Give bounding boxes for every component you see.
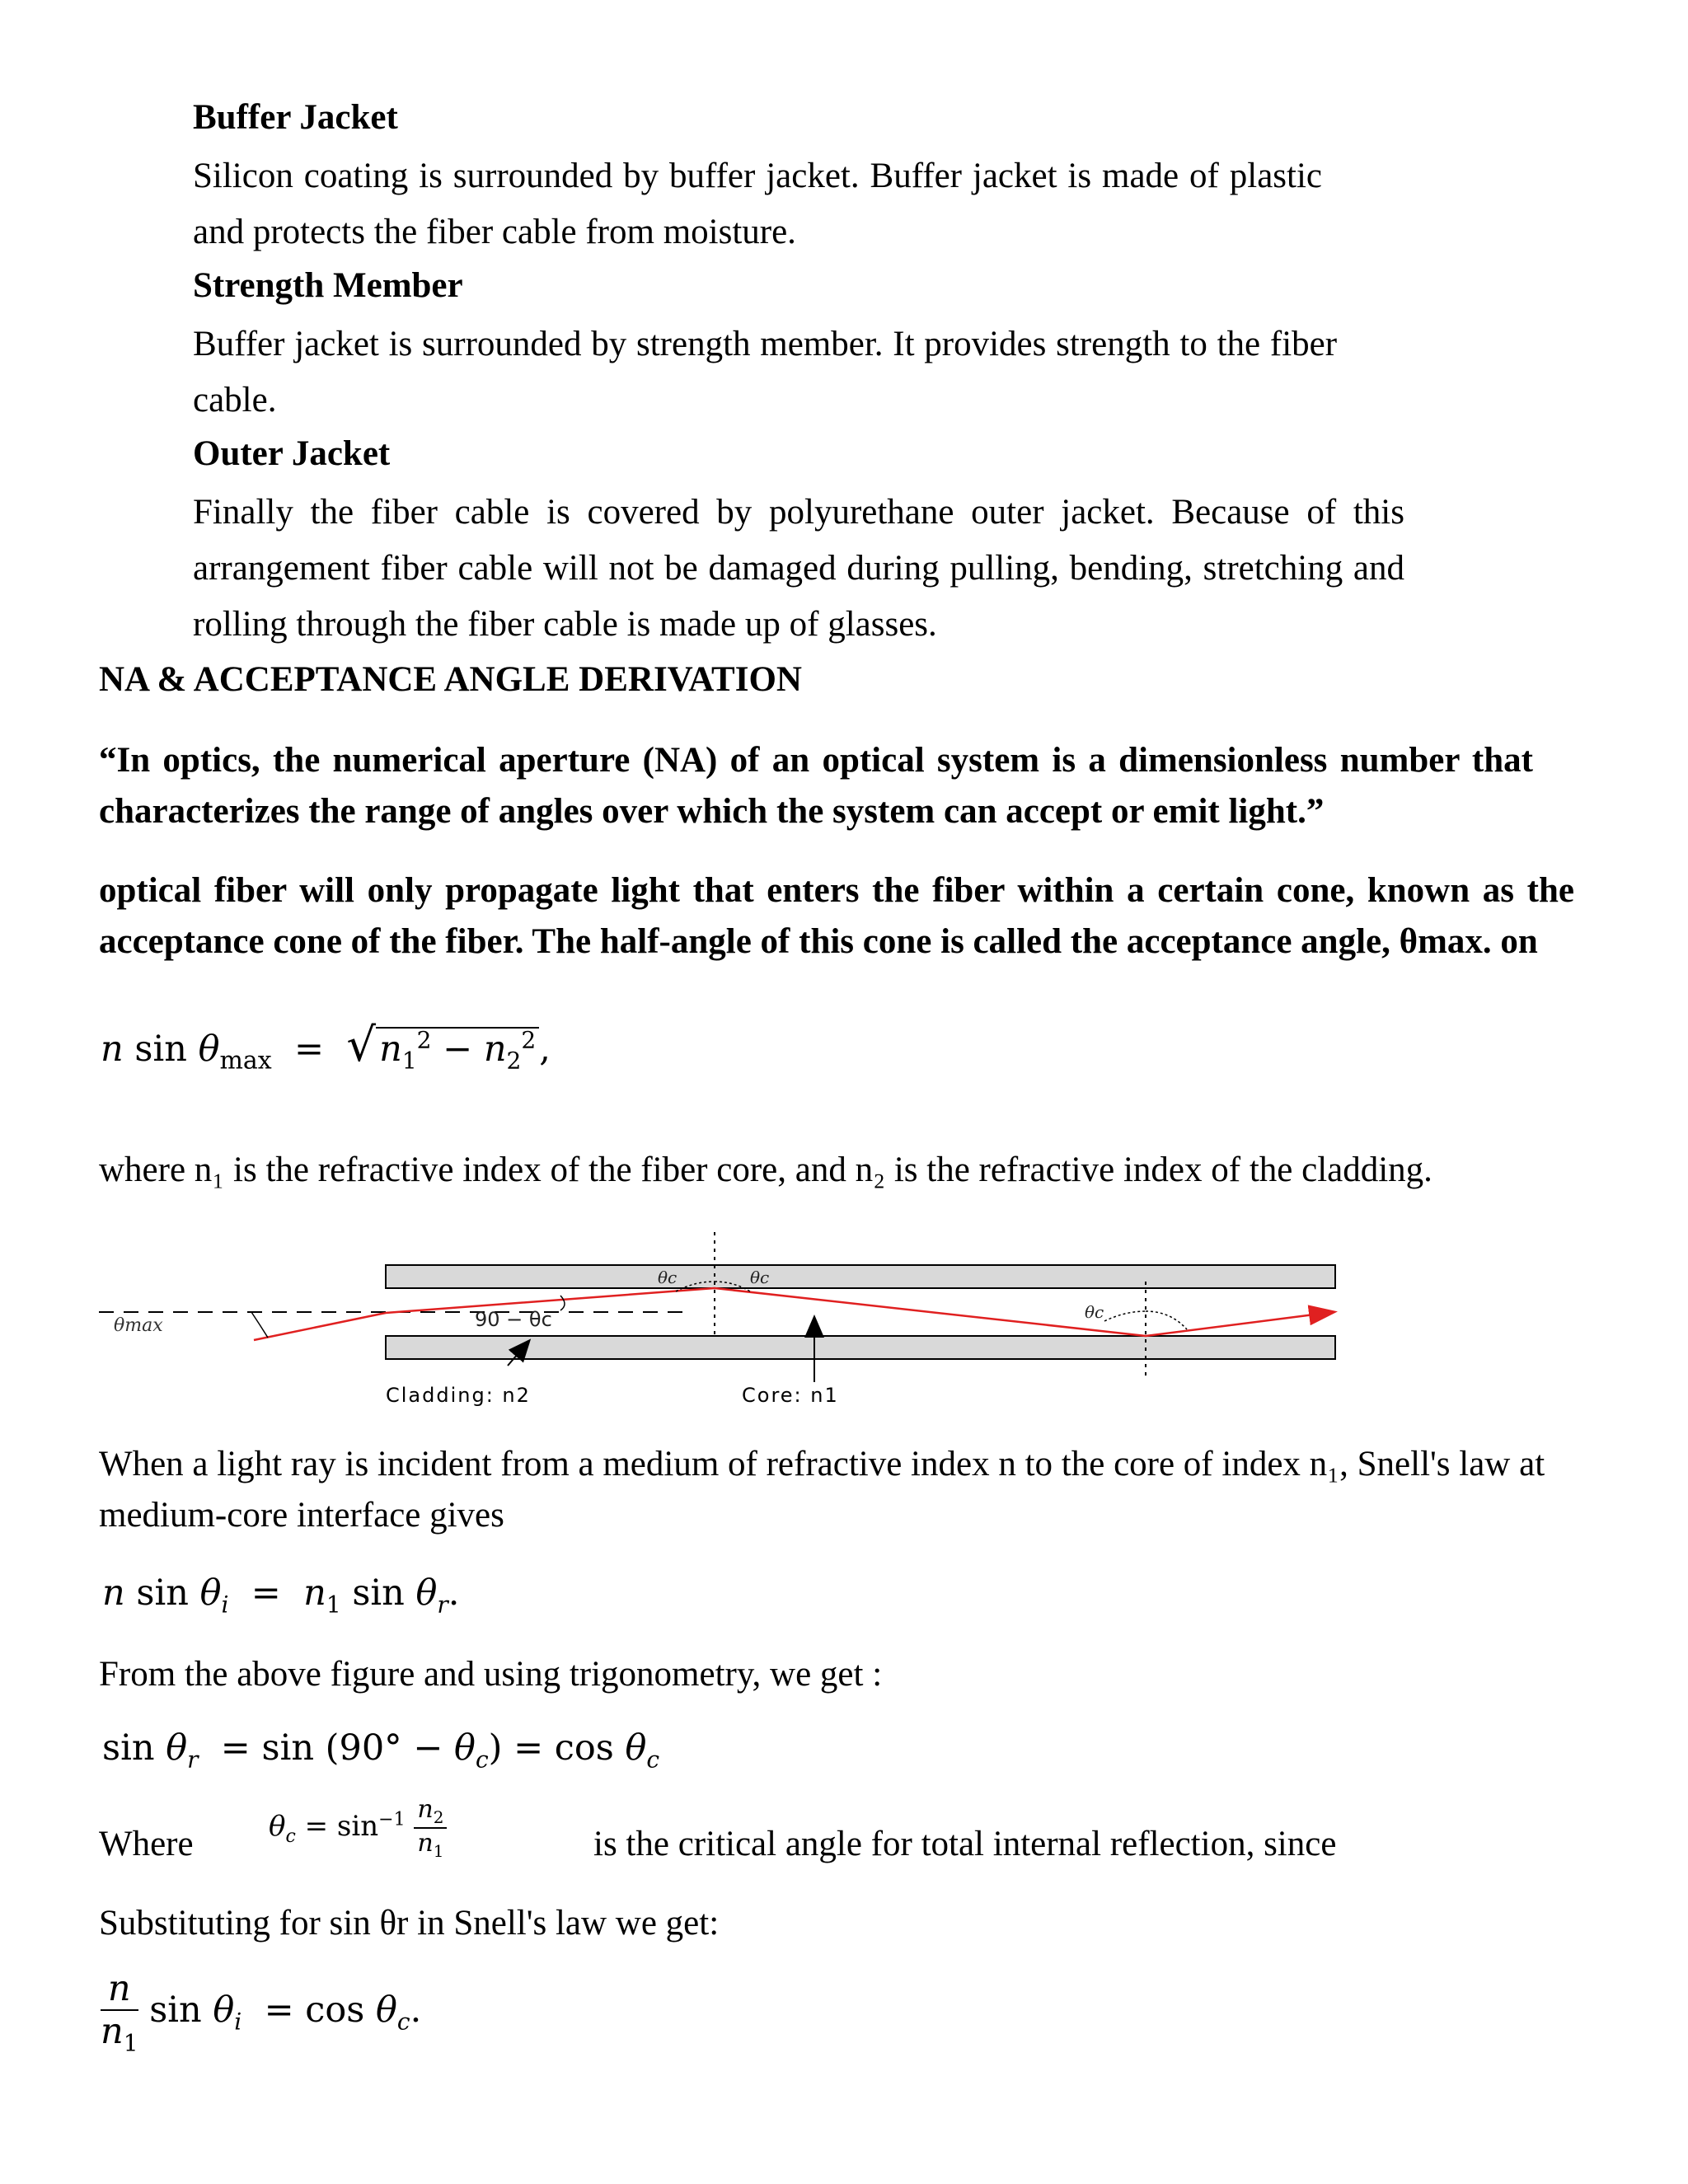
where-label: Where xyxy=(99,1825,194,1863)
trig-intro-text: From the above figure and using trigonometry, we get : xyxy=(99,1655,883,1694)
theta-c-label-left: θc xyxy=(658,1268,678,1287)
snell-equation: n $\sin \theta_i = n_1$ $\sin \theta_r$. xyxy=(102,1572,460,1619)
cladding-top xyxy=(386,1265,1335,1288)
acceptance-cone-text: optical fiber will only propagate light that enters the fiber within a certain cone, known as the acceptance cone of the fiber. The half-angle of this cone is called the acceptance angle, θmax. on xyxy=(99,871,1574,961)
cladding-bottom xyxy=(386,1336,1335,1359)
na-equation: n $\sin \theta_{max} = √n_1^2 - n_2^2$, xyxy=(101,1019,551,1076)
final-equation: $\frac{n}{n_1}$ $\sin \theta_i = \cos \theta_c$. xyxy=(101,1968,422,2057)
light-ray xyxy=(254,1288,1334,1340)
na-quote: “In optics, the numerical aperture (NA) of an optical system is a dimensionless number that characterizes the range of angles over which the system can accept or emit light.” xyxy=(99,741,1533,831)
core-label: Core: n1 xyxy=(742,1384,839,1407)
strength-member-heading: Strength Member xyxy=(193,266,463,305)
snell-intro-text: When a light ray is incident from a medium of refractive index n to the core of index n₁, Snell's law at medium-core interface gives xyxy=(99,1445,1545,1535)
buffer-jacket-heading: Buffer Jacket xyxy=(193,98,398,137)
theta-max-label: θmax xyxy=(114,1315,163,1336)
trig-equation: $\sin \theta_r = \sin (90^\circ - \theta_c) = \cos \theta_c$ xyxy=(102,1727,660,1774)
outer-jacket-body: Finally the fiber cable is covered by polyurethane outer jacket. Because of this arrangement fiber cable will not be damaged during pulling, bending, stretching and rolling through the fiber cable is made up of glasses. xyxy=(193,493,1404,644)
buffer-jacket-body: Silicon coating is surrounded by buffer jacket. Buffer jacket is made of plastic and protects the fiber cable from moisture. xyxy=(193,157,1322,251)
critical-angle-equation: $\theta_c = \sin^{-1}$ $\frac{n_2}{n_1}$ xyxy=(269,1795,447,1861)
fiber-diagram xyxy=(99,1224,1368,1409)
theta-c-label-right: θc xyxy=(750,1268,770,1287)
strength-member-body: Buffer jacket is surrounded by strength member. It provides strength to the fiber cable. xyxy=(193,325,1338,419)
cladding-label: Cladding: n2 xyxy=(386,1384,531,1407)
substituting-text: Substituting for sin θr in Snell's law we get: xyxy=(99,1904,720,1943)
where-indices-text: where n₁ is the refractive index of the fiber core, and n₂ is the refractive index of the cladding. xyxy=(99,1151,1432,1189)
outer-jacket-heading: Outer Jacket xyxy=(193,434,391,473)
angle-90-minus-theta-c-label: 90 − θc xyxy=(475,1308,552,1331)
derivation-title: NA & ACCEPTANCE ANGLE DERIVATION xyxy=(99,660,802,699)
critical-angle-text: is the critical angle for total internal reflection, since xyxy=(593,1825,1337,1863)
theta-c-label-far: θc xyxy=(1085,1302,1104,1322)
